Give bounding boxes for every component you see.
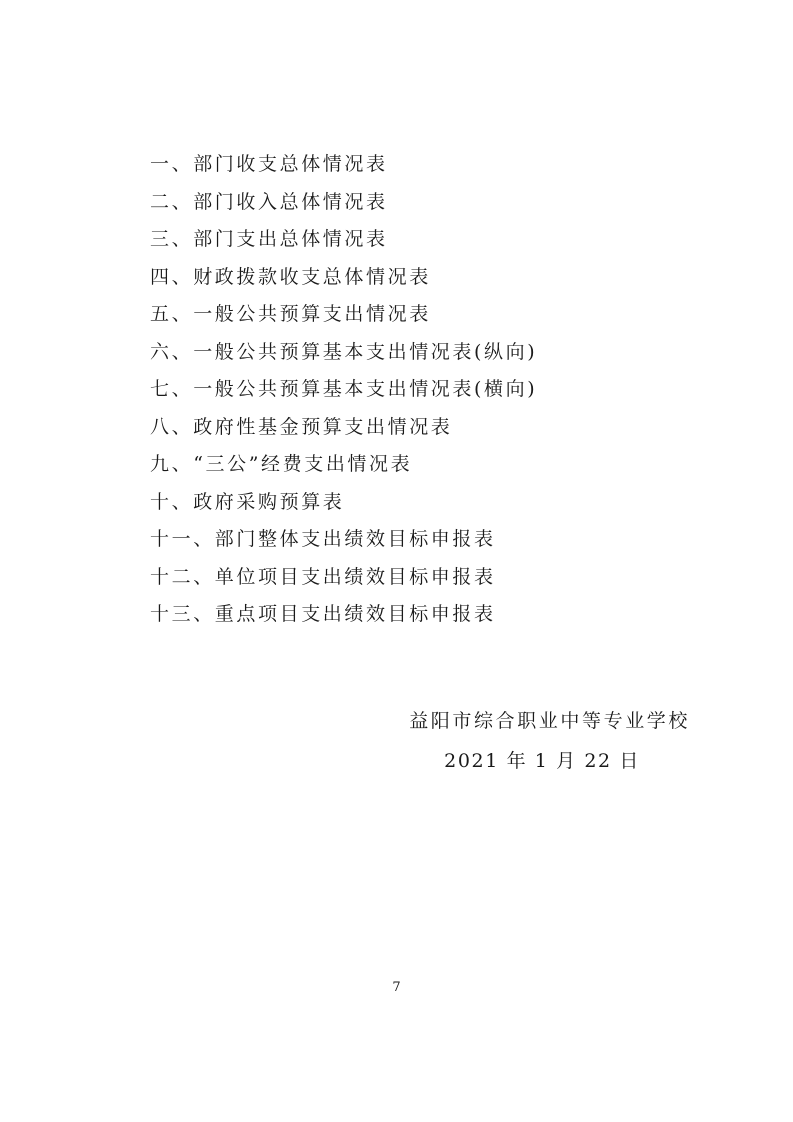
list-item: 五、一般公共预算支出情况表 [150,303,431,325]
list-item: 十二、单位项目支出绩效目标申报表 [150,565,496,588]
list-item: 九、“三公”经费支出情况表 [150,453,413,475]
list-item: 四、财政拨款收支总体情况表 [150,265,431,288]
list-item: 三、部门支出总体情况表 [150,228,388,250]
list-item: 八、政府性基金预算支出情况表 [150,415,453,438]
list-item: 一、部门收支总体情况表 [150,153,388,175]
list-item: 六、一般公共预算基本支出情况表(纵向) [150,340,538,363]
list-item: 二、部门收入总体情况表 [150,190,388,213]
list-item: 十一、部门整体支出绩效目标申报表 [150,528,496,550]
list-item: 七、一般公共预算基本支出情况表(横向) [150,378,538,400]
list-item: 十三、重点项目支出绩效目标申报表 [150,603,496,625]
page-number: 7 [392,980,401,995]
signature-date: 2021 年 1 月 22 日 [444,750,640,772]
organization-name: 益阳市综合职业中等专业学校 [409,710,690,732]
table-list [150,146,537,634]
list-item: 十、政府采购预算表 [150,490,345,513]
signature-block [409,701,690,781]
